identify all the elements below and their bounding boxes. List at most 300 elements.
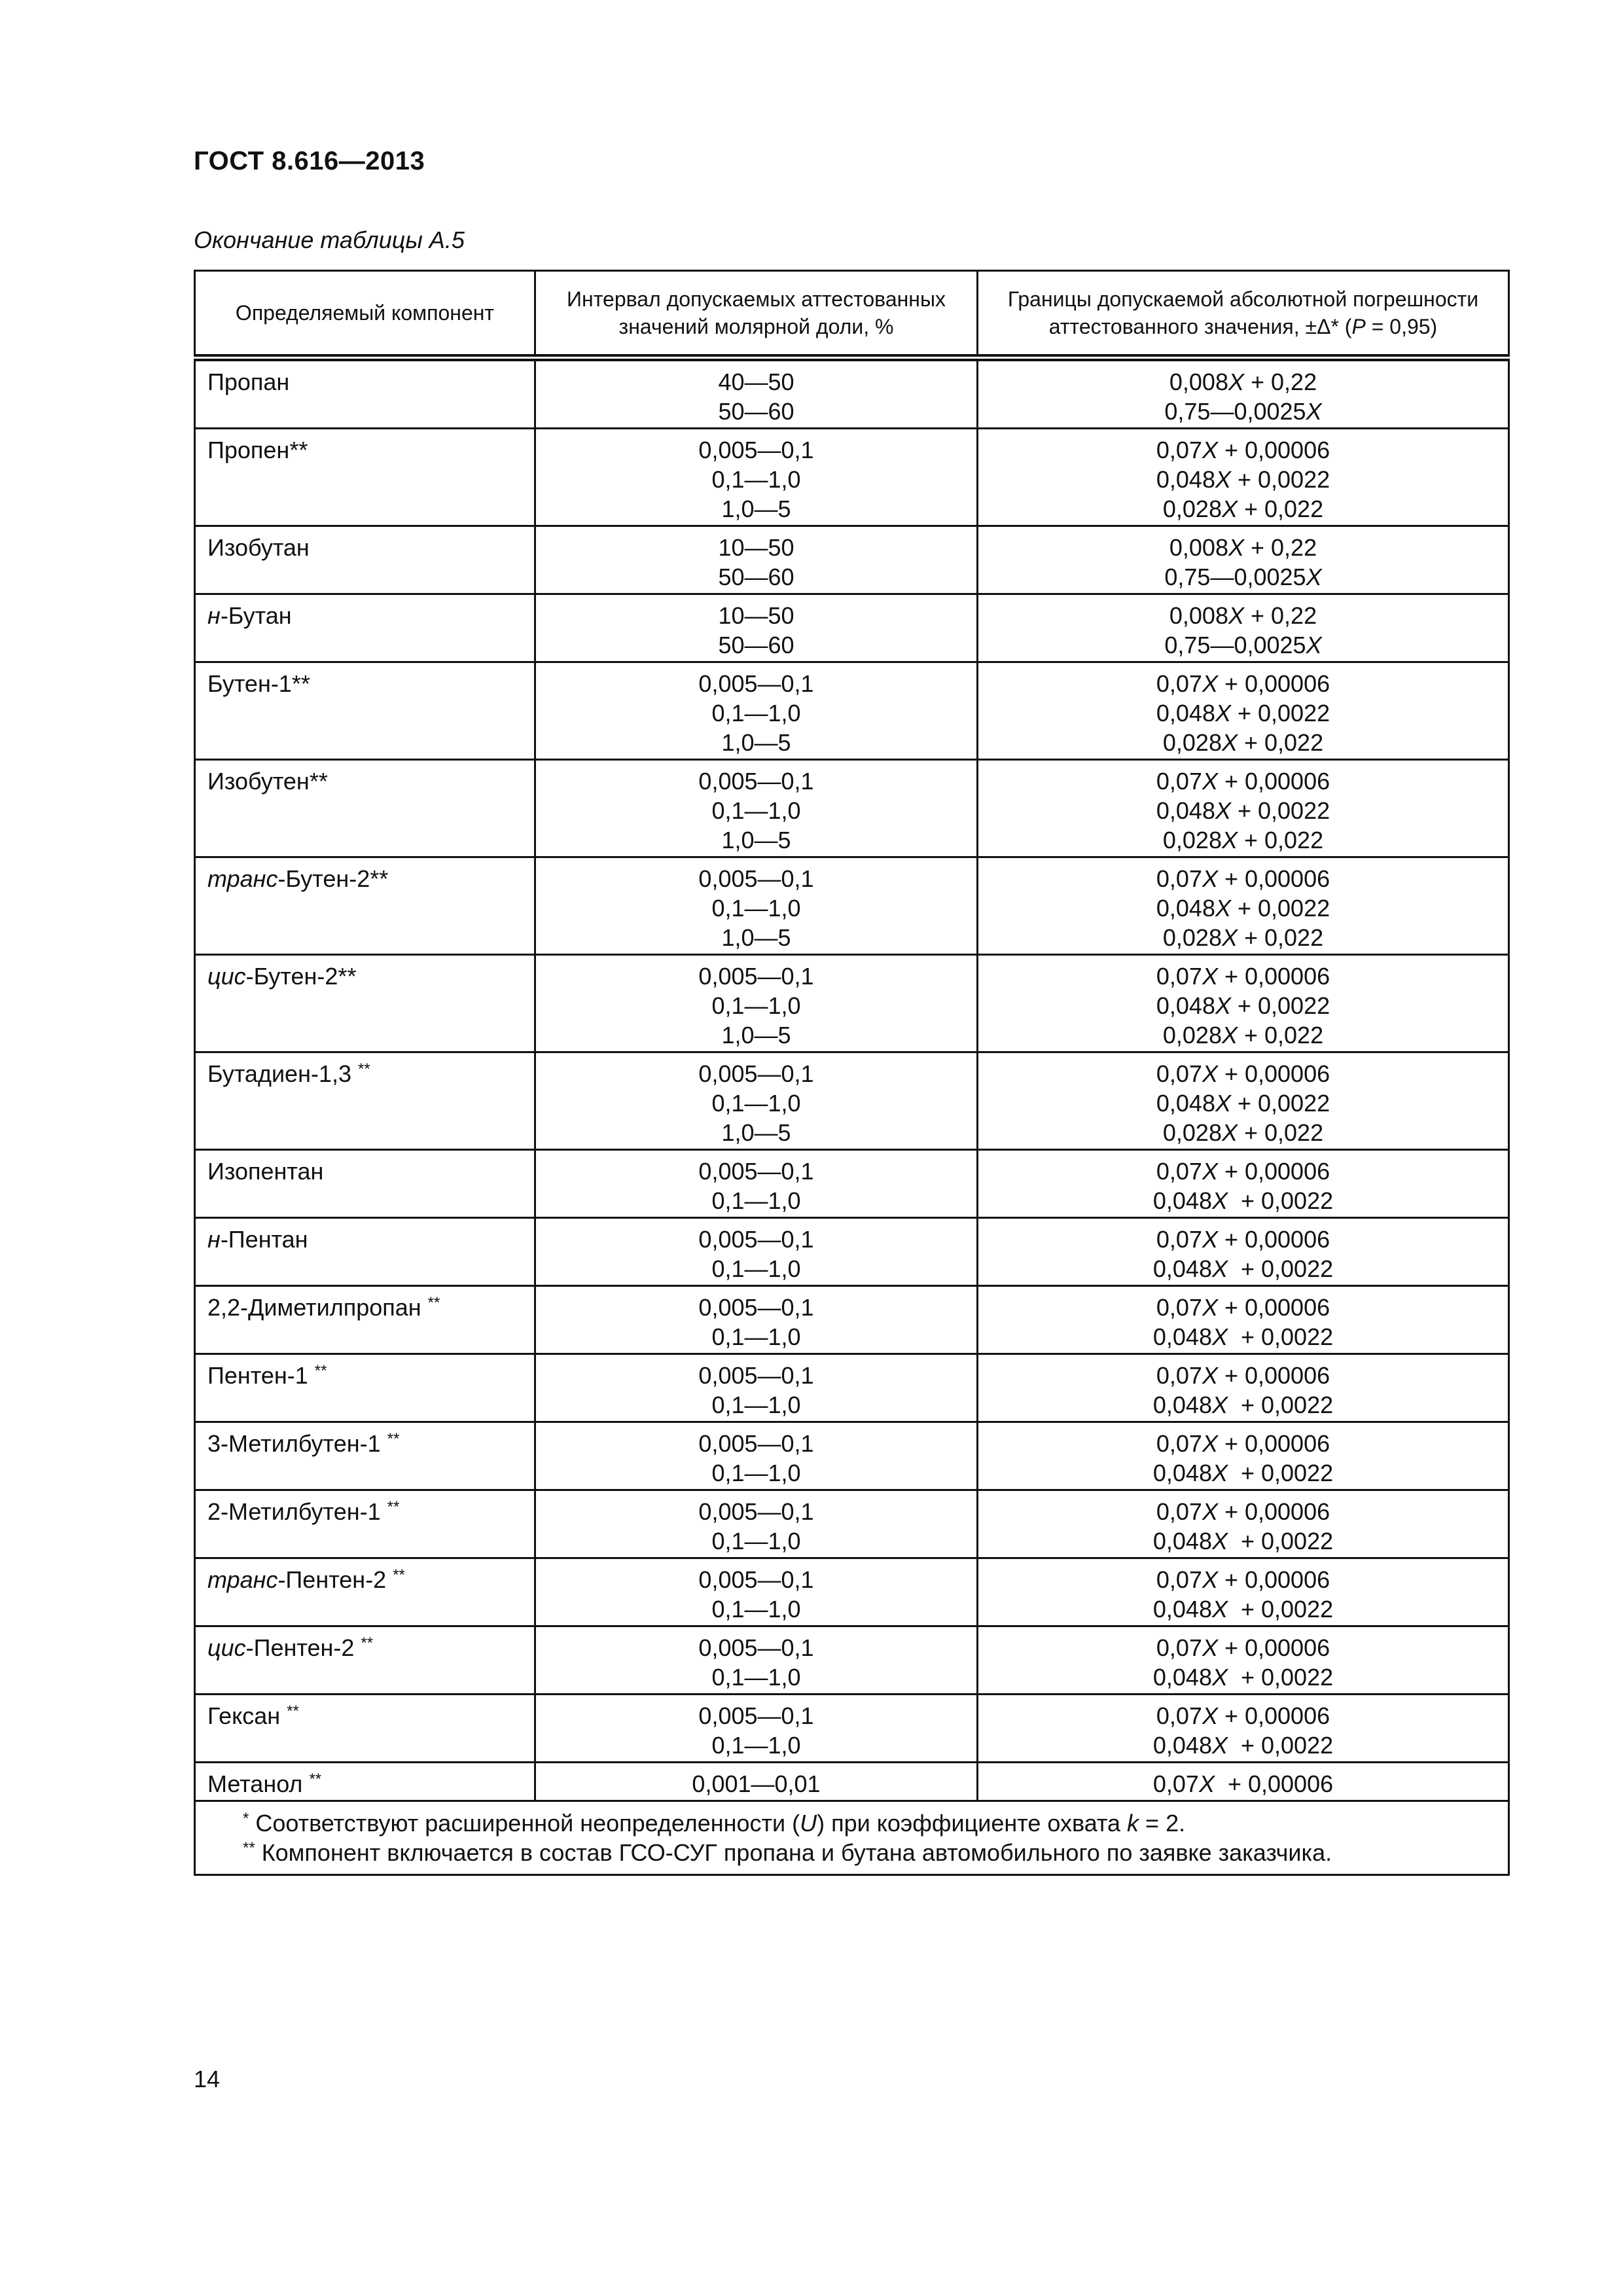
footnote-1-text: Соответствуют расширенной неопределенности ( (249, 1810, 800, 1837)
range-value: 1,0—5 (721, 827, 791, 853)
component-name: -Бутен-2** (245, 963, 357, 990)
bound-offset: + 0,022 (1237, 924, 1324, 951)
bound-coefficient: 0,048 (1152, 1664, 1212, 1691)
range-value: 0,005—0,1 (698, 1702, 814, 1729)
bound-offset: + 0,00006 (1217, 437, 1330, 463)
component-name: Изопентан (207, 1158, 324, 1185)
bound-cell (978, 1354, 1509, 1422)
footnote-mark: ** (314, 1362, 327, 1380)
component-name: -Бутен-2** (277, 865, 389, 892)
bound-value (978, 669, 1508, 698)
bound-coefficient: 0,75—0,0025 (1164, 398, 1306, 425)
bound-cell (978, 526, 1509, 594)
range-value: 0,005—0,1 (698, 1566, 814, 1593)
component-cell (195, 1626, 535, 1695)
range-cell (535, 1052, 978, 1150)
table-row (195, 760, 1509, 857)
range-cell (535, 526, 978, 594)
bound-variable: X (1202, 1634, 1218, 1661)
range-cell (535, 1695, 978, 1763)
footnote-mark: ** (358, 1060, 370, 1078)
bound-cell (978, 662, 1509, 760)
range-value: 0,1—1,0 (711, 700, 801, 726)
bound-offset: + 0,0022 (1227, 1528, 1334, 1554)
range-value: 0,005—0,1 (698, 1634, 814, 1661)
range-value: 0,1—1,0 (711, 1391, 801, 1418)
range-value: 10—50 (718, 602, 794, 629)
bound-coefficient: 0,07 (1156, 1430, 1202, 1457)
table-row (195, 857, 1509, 955)
component-name: -Пентен-2 (277, 1566, 393, 1593)
footnote-mark: ** (393, 1566, 405, 1584)
bound-cell (978, 1218, 1509, 1286)
bound-variable: X (1202, 768, 1218, 795)
bound-coefficient: 0,048 (1156, 797, 1215, 824)
bound-variable: X (1228, 368, 1244, 395)
document-header: ГОСТ 8.616—2013 (194, 147, 425, 175)
bound-value (978, 1157, 1508, 1186)
bound-value (978, 1293, 1508, 1322)
bound-offset: + 0,00006 (1217, 1294, 1330, 1321)
bound-cell (978, 1422, 1509, 1490)
table-row (195, 1763, 1509, 1801)
bound-coefficient: 0,008 (1169, 368, 1228, 395)
bound-offset: + 0,0022 (1227, 1664, 1334, 1691)
bound-value (978, 864, 1508, 893)
range-value: 0,1—1,0 (711, 1596, 801, 1623)
range-cell (535, 857, 978, 955)
footnote-mark: ** (387, 1430, 400, 1448)
bound-coefficient: 0,028 (1162, 729, 1222, 756)
bound-variable: X (1228, 534, 1244, 561)
bound-offset: + 0,00006 (1217, 1362, 1330, 1389)
bound-offset: + 0,00006 (1217, 768, 1330, 795)
bound-variable: X (1221, 1022, 1238, 1049)
bound-value (978, 1390, 1508, 1420)
component-cell (195, 1286, 535, 1354)
bound-offset: + 0,00006 (1217, 1498, 1330, 1525)
range-cell (535, 358, 978, 429)
range-value: 0,005—0,1 (698, 1362, 814, 1389)
range-cell (535, 1286, 978, 1354)
bound-coefficient: 0,048 (1156, 992, 1215, 1019)
range-value: 50—60 (718, 632, 794, 658)
bound-value (978, 1701, 1508, 1731)
bound-offset: + 0,00006 (1217, 1566, 1330, 1593)
range-value: 0,1—1,0 (711, 1255, 801, 1282)
bound-value (978, 494, 1508, 524)
bound-offset: + 0,0022 (1230, 992, 1330, 1019)
footnote-mark: ** (361, 1634, 374, 1652)
bound-value (978, 1254, 1508, 1283)
bound-coefficient: 0,07 (1156, 670, 1202, 697)
range-value: 1,0—5 (721, 924, 791, 951)
range-cell (535, 1490, 978, 1558)
component-cell (195, 1218, 535, 1286)
footnote-1-text: ) при коэффициенте охвата (817, 1810, 1128, 1837)
bound-cell (978, 429, 1509, 526)
footnotes-cell (195, 1801, 1509, 1875)
range-value: 0,1—1,0 (711, 992, 801, 1019)
bound-variable: X (1211, 1596, 1228, 1623)
bound-offset: + 0,00006 (1217, 1060, 1330, 1087)
header-bounds-symbol: P (1351, 315, 1366, 338)
component-cell (195, 857, 535, 955)
range-value: 50—60 (718, 398, 794, 425)
range-value: 1,0—5 (721, 1119, 791, 1146)
bound-coefficient: 0,75—0,0025 (1164, 564, 1306, 590)
bound-cell (978, 1286, 1509, 1354)
bound-value (978, 825, 1508, 855)
table-row (195, 1354, 1509, 1422)
component-cell (195, 1695, 535, 1763)
bound-coefficient: 0,028 (1162, 924, 1222, 951)
component-name: -Пентан (220, 1226, 308, 1253)
range-value: 1,0—5 (721, 1022, 791, 1049)
bound-variable: X (1211, 1323, 1228, 1350)
footnote-mark: ** (309, 1770, 322, 1788)
bound-value (978, 1020, 1508, 1050)
bound-offset: + 0,0022 (1227, 1255, 1334, 1282)
component-name: 3-Метилбутен-1 (207, 1430, 387, 1457)
bound-coefficient: 0,07 (1156, 1362, 1202, 1389)
range-value: 0,1—1,0 (711, 1528, 801, 1554)
table-caption: Окончание таблицы А.5 (194, 226, 465, 253)
component-prefix: цис (207, 963, 246, 990)
bound-variable: X (1306, 398, 1322, 425)
component-prefix: н (207, 1226, 221, 1253)
bound-value (978, 1662, 1508, 1692)
bound-variable: X (1215, 1090, 1231, 1117)
component-cell (195, 1354, 535, 1422)
bound-cell (978, 1052, 1509, 1150)
bound-offset: + 0,0022 (1227, 1732, 1334, 1759)
component-name: Пентен-1 (207, 1362, 315, 1389)
bound-offset: + 0,0022 (1227, 1460, 1334, 1486)
range-value: 0,005—0,1 (698, 963, 814, 990)
bound-coefficient: 0,07 (1156, 1294, 1202, 1321)
bound-value (978, 397, 1508, 426)
bound-coefficient: 0,07 (1152, 1770, 1199, 1797)
bound-coefficient: 0,048 (1156, 466, 1215, 493)
bound-offset: + 0,00006 (1217, 1634, 1330, 1661)
range-value: 0,005—0,1 (698, 437, 814, 463)
header-bounds (978, 271, 1509, 358)
bound-value (978, 1225, 1508, 1254)
bound-coefficient: 0,048 (1152, 1187, 1212, 1214)
component-name: Метанол (207, 1770, 310, 1797)
bound-variable: X (1306, 564, 1322, 590)
footnote-mark: ** (427, 1294, 440, 1312)
table-row (195, 1052, 1509, 1150)
range-cell (535, 594, 978, 662)
bound-cell (978, 1558, 1509, 1626)
bound-variable: X (1202, 1060, 1218, 1087)
bound-variable: X (1211, 1528, 1228, 1554)
header-bounds-text: = 0,95) (1365, 315, 1438, 338)
range-cell (535, 1150, 978, 1218)
range-value: 0,1—1,0 (711, 466, 801, 493)
component-name: 2,2-Диметилпропан (207, 1294, 428, 1321)
table-row (195, 358, 1509, 429)
bound-value (978, 961, 1508, 991)
header-interval-line: Интервал допускаемых аттестованных (567, 287, 946, 311)
bound-offset: + 0,22 (1244, 534, 1317, 561)
range-value: 1,0—5 (721, 495, 791, 522)
bound-value (978, 1088, 1508, 1118)
range-value: 0,1—1,0 (711, 1732, 801, 1759)
component-cell (195, 429, 535, 526)
bound-offset: + 0,00006 (1214, 1770, 1334, 1797)
footnote-1-symbol-k: k (1127, 1810, 1139, 1837)
bound-variable: X (1221, 495, 1238, 522)
bound-value (978, 1322, 1508, 1352)
bound-coefficient: 0,048 (1152, 1323, 1212, 1350)
bound-variable: X (1215, 992, 1231, 1019)
bound-variable: X (1202, 1702, 1218, 1729)
range-cell (535, 429, 978, 526)
bound-variable: X (1202, 1362, 1218, 1389)
bound-coefficient: 0,048 (1156, 1090, 1215, 1117)
table-row (195, 429, 1509, 526)
header-bounds-line (991, 313, 1495, 340)
range-value: 0,005—0,1 (698, 1158, 814, 1185)
header-component (195, 271, 535, 358)
table-row (195, 594, 1509, 662)
range-value: 0,005—0,1 (698, 768, 814, 795)
bound-coefficient: 0,048 (1152, 1255, 1212, 1282)
bound-coefficient: 0,008 (1169, 534, 1228, 561)
bound-coefficient: 0,048 (1156, 700, 1215, 726)
bound-value (978, 1565, 1508, 1594)
component-name: Гексан (207, 1702, 287, 1729)
bound-coefficient: 0,028 (1162, 1119, 1222, 1146)
bound-value (978, 698, 1508, 728)
bound-value (978, 1731, 1508, 1760)
bound-variable: X (1202, 1430, 1218, 1457)
bound-value (978, 766, 1508, 796)
bound-cell (978, 857, 1509, 955)
component-name: Изобутен** (207, 768, 328, 795)
bound-variable: X (1211, 1391, 1228, 1418)
bound-value (978, 1059, 1508, 1088)
bound-coefficient: 0,048 (1152, 1391, 1212, 1418)
bound-offset: + 0,22 (1244, 602, 1317, 629)
bound-cell (978, 760, 1509, 857)
bound-variable: X (1221, 827, 1238, 853)
bound-cell (978, 1150, 1509, 1218)
range-value: 50—60 (718, 564, 794, 590)
bound-value (978, 601, 1508, 630)
footnote-2-text: Компонент включается в состав ГСО-СУГ пропана и бутана автомобильного по заявке заказчика. (255, 1839, 1332, 1866)
bound-coefficient: 0,07 (1156, 865, 1202, 892)
component-name: -Бутан (220, 602, 292, 629)
bound-offset: + 0,00006 (1217, 1430, 1330, 1457)
bound-offset: + 0,00006 (1217, 1158, 1330, 1185)
component-name: Изобутан (207, 534, 310, 561)
component-name: 2-Метилбутен-1 (207, 1498, 387, 1525)
bound-coefficient: 0,07 (1156, 1498, 1202, 1525)
footnote-mark: ** (387, 1498, 400, 1516)
component-name: -Пентен-2 (245, 1634, 361, 1661)
range-value: 0,1—1,0 (711, 797, 801, 824)
bound-value (978, 1458, 1508, 1488)
range-value: 0,1—1,0 (711, 1090, 801, 1117)
range-value: 1,0—5 (721, 729, 791, 756)
bound-value (978, 533, 1508, 562)
table-row (195, 1490, 1509, 1558)
bound-cell (978, 594, 1509, 662)
footnote-mark: ** (287, 1702, 299, 1720)
range-cell (535, 662, 978, 760)
footnote-1-symbol-u: U (800, 1810, 817, 1837)
range-value: 0,1—1,0 (711, 895, 801, 922)
bound-offset: + 0,00006 (1217, 1702, 1330, 1729)
bound-offset: + 0,022 (1237, 1119, 1324, 1146)
bound-offset: + 0,0022 (1230, 797, 1330, 824)
bound-variable: X (1202, 1158, 1218, 1185)
table-row (195, 1626, 1509, 1695)
range-value: 0,1—1,0 (711, 1187, 801, 1214)
bound-offset: + 0,022 (1237, 1022, 1324, 1049)
bound-coefficient: 0,07 (1156, 1158, 1202, 1185)
range-value: 0,1—1,0 (711, 1664, 801, 1691)
bound-coefficient: 0,75—0,0025 (1164, 632, 1306, 658)
table-row (195, 1695, 1509, 1763)
bound-variable: X (1211, 1255, 1228, 1282)
bound-coefficient: 0,07 (1156, 1060, 1202, 1087)
range-value: 0,005—0,1 (698, 865, 814, 892)
component-cell (195, 358, 535, 429)
range-cell (535, 1763, 978, 1801)
component-cell (195, 1052, 535, 1150)
header-bounds-text: аттестованного значения, ±Δ* ( (1048, 315, 1352, 338)
bound-variable: X (1215, 895, 1231, 922)
table-row (195, 955, 1509, 1052)
bound-coefficient: 0,028 (1162, 827, 1222, 853)
range-value: 40—50 (718, 368, 794, 395)
bound-cell (978, 1695, 1509, 1763)
bound-value (978, 1594, 1508, 1624)
bound-coefficient: 0,07 (1156, 768, 1202, 795)
component-prefix: цис (207, 1634, 246, 1661)
bound-value (978, 435, 1508, 465)
bound-offset: + 0,0022 (1230, 1090, 1330, 1117)
bound-variable: X (1198, 1770, 1215, 1797)
component-cell (195, 1763, 535, 1801)
bound-coefficient: 0,07 (1156, 963, 1202, 990)
bound-variable: X (1221, 924, 1238, 951)
bound-offset: + 0,022 (1237, 729, 1324, 756)
range-value: 0,005—0,1 (698, 1294, 814, 1321)
bound-variable: X (1202, 670, 1218, 697)
bound-variable: X (1215, 797, 1231, 824)
range-value: 0,1—1,0 (711, 1460, 801, 1486)
bound-variable: X (1202, 1498, 1218, 1525)
bound-offset: + 0,022 (1237, 495, 1324, 522)
component-cell (195, 662, 535, 760)
bound-variable: X (1306, 632, 1322, 658)
bound-coefficient: 0,048 (1152, 1460, 1212, 1486)
component-cell (195, 526, 535, 594)
component-prefix: транс (207, 1566, 278, 1593)
bound-value (978, 1497, 1508, 1526)
range-cell (535, 1218, 978, 1286)
bound-value (978, 562, 1508, 592)
range-value: 0,005—0,1 (698, 670, 814, 697)
bound-value (978, 893, 1508, 923)
bound-offset: + 0,00006 (1217, 670, 1330, 697)
footnote-1-text: = 2. (1139, 1810, 1186, 1837)
bound-value (978, 1633, 1508, 1662)
bound-coefficient: 0,07 (1156, 437, 1202, 463)
data-table (194, 270, 1510, 1876)
bound-variable: X (1202, 865, 1218, 892)
footnotes-row (195, 1801, 1509, 1875)
component-name: Бутадиен-1,3 (207, 1060, 358, 1087)
bound-value (978, 1526, 1508, 1556)
bound-variable: X (1215, 466, 1231, 493)
bound-coefficient: 0,028 (1162, 495, 1222, 522)
table-row (195, 1422, 1509, 1490)
bound-offset: + 0,0022 (1230, 466, 1330, 493)
bound-offset: + 0,0022 (1227, 1391, 1334, 1418)
bound-cell (978, 1490, 1509, 1558)
bound-cell (978, 1763, 1509, 1801)
table-row (195, 526, 1509, 594)
bound-variable: X (1202, 1294, 1218, 1321)
header-interval (535, 271, 978, 358)
bound-offset: + 0,0022 (1230, 700, 1330, 726)
bound-coefficient: 0,048 (1152, 1596, 1212, 1623)
table-row (195, 1218, 1509, 1286)
range-value: 0,005—0,1 (698, 1430, 814, 1457)
bound-coefficient: 0,048 (1152, 1528, 1212, 1554)
bound-variable: X (1202, 1226, 1218, 1253)
bound-value (978, 923, 1508, 952)
range-cell (535, 1422, 978, 1490)
table-row (195, 1286, 1509, 1354)
bound-value (978, 1361, 1508, 1390)
range-cell (535, 1626, 978, 1695)
bound-offset: + 0,0022 (1230, 895, 1330, 922)
component-cell (195, 594, 535, 662)
bound-variable: X (1211, 1187, 1228, 1214)
bound-coefficient: 0,008 (1169, 602, 1228, 629)
bound-variable: X (1211, 1664, 1228, 1691)
bound-variable: X (1211, 1732, 1228, 1759)
footnote-1 (243, 1808, 1508, 1838)
table-row (195, 662, 1509, 760)
bound-value (978, 465, 1508, 494)
bound-coefficient: 0,028 (1162, 1022, 1222, 1049)
range-value: 0,005—0,1 (698, 1498, 814, 1525)
component-prefix: н (207, 602, 221, 629)
page-number: 14 (194, 2066, 221, 2092)
bound-offset: + 0,0022 (1227, 1187, 1334, 1214)
footnote-2-mark: ** (243, 1839, 255, 1857)
bound-offset: + 0,00006 (1217, 865, 1330, 892)
component-cell (195, 955, 535, 1052)
footnote-1-mark: * (243, 1810, 249, 1827)
table-row (195, 1558, 1509, 1626)
bound-variable: X (1228, 602, 1244, 629)
bound-value (978, 1429, 1508, 1458)
range-value: 0,005—0,1 (698, 1226, 814, 1253)
table-header-row (195, 271, 1509, 358)
bound-cell (978, 955, 1509, 1052)
bound-value (978, 1118, 1508, 1147)
